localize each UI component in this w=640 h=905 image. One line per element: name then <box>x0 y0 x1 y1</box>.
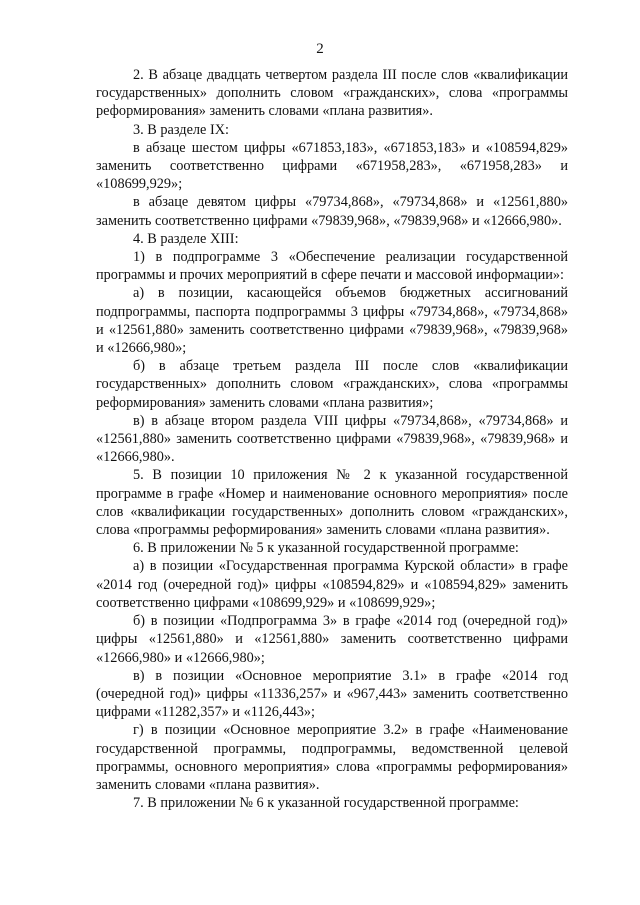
paragraph-item-3-sixth-abzac: в абзаце шестом цифры «671853,183», «671853,183» и «108594,829» заменить соответственно цифрами «671958,283», «671958,283» и «108699,929»; <box>96 139 568 193</box>
paragraph-item-3-ninth-abzac: в абзаце девятом цифры «79734,868», «79734,868» и «12561,880» заменить соответственно цифрами «79839,968», «79839,968» и «12666,980». <box>96 194 568 229</box>
paragraph-item-4v: в) в абзаце втором раздела VIII цифры «79734,868», «79734,868» и «12561,880» заменить соответственно цифрами «79839,968», «79839,968» и «12666,980». <box>96 412 568 466</box>
paragraph-item-2: 2. В абзаце двадцать четвертом раздела III после слов «квалификации государственных» дополнить словом «гражданских», слова «программы реформирования» заменить словами «плана развития». <box>96 67 568 120</box>
paragraph-item-7-heading: 7. В приложении № 6 к указанной государственной программе: <box>133 795 519 812</box>
paragraph-item-4-heading: 4. В разделе XIII: <box>133 230 239 247</box>
paragraph-item-6-heading: 6. В приложении № 5 к указанной государственной программе: <box>133 540 519 557</box>
paragraph-item-5: 5. В позиции 10 приложения № 2 к указанной государственной программе в графе «Номер и наименование основного мероприятия» после слов «квалификации государственных» дополнить словом «гражданских», слова «программы реформирования» заменить словами «плана развития». <box>96 467 568 539</box>
paragraph-item-6a: а) в позиции «Государственная программа Курской области» в графе «2014 год (очередной год)» цифры «108594,829» и «108594,829» заменить соответственно цифрами «108699,929» и «108699,929»; <box>96 558 568 611</box>
paragraph-item-4b: б) в абзаце третьем раздела III после слов «квалификации государственных» дополнить словом «гражданских», слова «программы реформирования» заменить словами «плана развития»; <box>96 358 568 411</box>
paragraph-item-6g: г) в позиции «Основное мероприятие 3.2» в графе «Наименование государственной программы, подпрограммы, ведомственной целевой программы, основного мероприятия» слова «программы реформирования» заменить словами «плана развития». <box>96 722 568 793</box>
page-number: 2 <box>316 41 324 57</box>
paragraph-item-6b: б) в позиции «Подпрограмма 3» в графе «2014 год (очередной год)» цифры «12561,880» и «12561,880» заменить соответственно цифрами «12666,980» и «12666,980»; <box>96 613 568 666</box>
paragraph-item-3-heading: 3. В разделе IX: <box>133 121 230 138</box>
document-body <box>96 66 568 812</box>
paragraph-item-4-subprogram-3: 1) в подпрограмме 3 «Обеспечение реализации государственной программы и прочих мероприятий в сфере печати и массовой информации»: <box>96 249 568 284</box>
paragraph-item-6v: в) в позиции «Основное мероприятие 3.1» в графе «2014 год (очередной год)» цифры «11336,257» и «967,443» заменить соответственно цифрами «11282,357» и «1126,443»; <box>96 667 568 721</box>
paragraph-item-4a: а) в позиции, касающейся объемов бюджетных ассигнований подпрограммы, паспорта подпрограммы 3 цифры «79734,868», «79734,868» и «12561,880» заменить соответственно цифрами «79839,968», «79839,968» и «12666,980»; <box>96 285 568 357</box>
